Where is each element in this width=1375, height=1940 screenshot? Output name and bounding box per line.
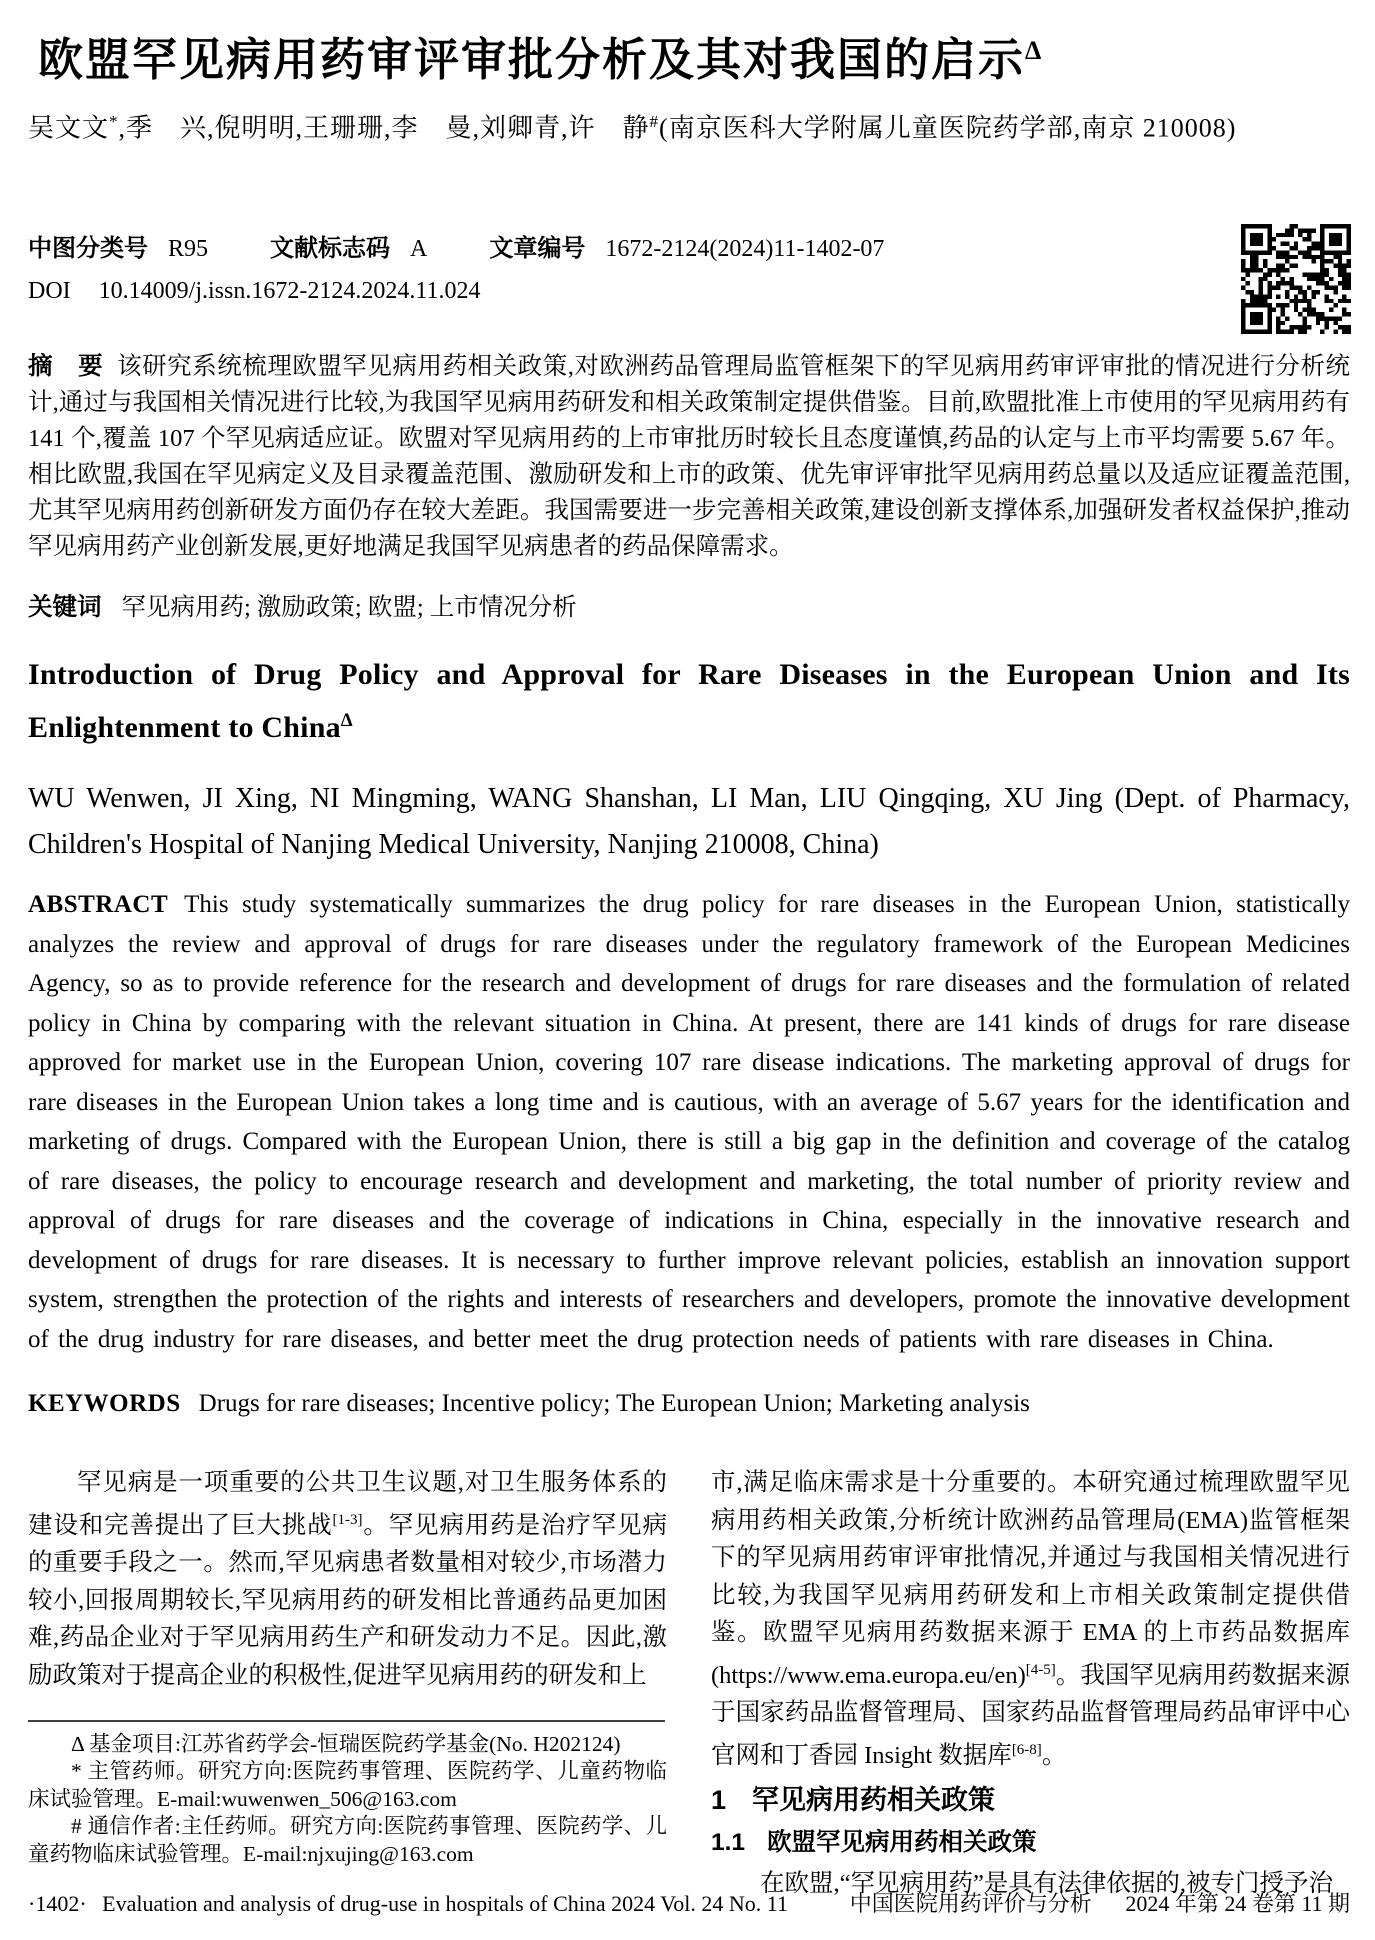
meta-row (28, 228, 1350, 263)
body-columns (28, 1464, 1350, 1897)
keywords-cn-label: 关键词 (28, 594, 102, 622)
authors-cn (28, 102, 1350, 148)
footnote-divider (28, 1720, 665, 1722)
footnote-block (28, 1720, 667, 1869)
paragraph-text: 罕见病是一项重要的公共卫生议题,对卫生服务体系的建设和完善提出了巨大挑战 (28, 1469, 667, 1539)
footer-journal-en: Evaluation and analysis of drug-use in hospitals of China 2024 Vol. 24 No. 11 (102, 1891, 788, 1916)
footnote-first-author: * 主管药师。研究方向:医院药事管理、医院药学、儿童药物临床试验管理。E-mail:wuwenwen_506@163.com (28, 1759, 667, 1811)
title-footnote-marker-en: Δ (340, 710, 353, 732)
body-paragraph-2 (711, 1464, 1350, 1774)
body-paragraph-1 (28, 1464, 667, 1694)
section-heading-1-1 (711, 1824, 1350, 1862)
citation-ref: [6-8] (1011, 1741, 1042, 1758)
article-title-en (28, 652, 1350, 751)
abstract-en-label: ABSTRACT (28, 891, 169, 919)
section-number: 1.1 (711, 1828, 746, 1856)
keywords-cn-text: 罕见病用药; 激励政策; 欧盟; 上市情况分析 (121, 594, 577, 622)
article-id-value: 1672-2124(2024)11-1402-07 (605, 235, 885, 262)
doi-row (28, 278, 1350, 305)
article-id-label: 文章编号 (489, 234, 586, 262)
left-column (28, 1464, 667, 1868)
keywords-en (28, 1384, 1350, 1424)
abstract-en-text: This study systematically summarizes the drug policy for rare diseases in the European Union, statistically analyzes the review and approval of drugs for rare diseases under the regulatory framework of the European Medicines Agency, so as to provide reference for the research and development of drugs for rare diseases and the formulation of related policy in China by comparing with the relevant situation in China. At present, there are 141 kinds of drugs for rare disease approved for market use in the European Union, covering 107 rare disease indications. The marketing approval of drugs for rare diseases in the European Union takes a long time and is cautious, with an average of 5.67 years for the identification and marketing of drugs. Compared with the European Union, there is still a big gap in the definition and coverage of the catalog of rare diseases, the policy to encourage research and development and marketing, the total number of priority review and approval of drugs for rare diseases and the coverage of indications in China, especially in the innovative research and development of drugs for rare diseases. It is necessary to further improve relevant policies, establish an innovation support system, strengthen the protection of the rights and interests of researchers and developers, promote the innovative development of the drug industry for rare diseases, and better meet the drug protection needs of patients with rare diseases in China. (28, 891, 1350, 1353)
author-name: 吴文文 (28, 113, 110, 143)
paragraph-text: 。我国罕见病用药数据来源于国家药品监督管理局、国家药品监督管理局药品审评中心官网和丁香园 Insight 数据库 (711, 1661, 1350, 1770)
citation-ref: [1-3] (332, 1511, 363, 1528)
author-marker-hash: # (649, 112, 660, 132)
keywords-cn (28, 589, 1350, 626)
title-footnote-marker: Δ (1025, 36, 1044, 65)
affiliation-cn: (南京医科大学附属儿童医院药学部,南京 210008) (659, 113, 1237, 143)
abstract-cn-label: 摘 要 (28, 352, 104, 380)
doc-code-value: A (410, 235, 428, 262)
article-title-cn-text: 欧盟罕见病用药审评审批分析及其对我国的启示 (38, 35, 1026, 85)
body-paragraph-3: 在欧盟,“罕见病用药”是具有法律依据的,被专门授予治 (760, 1869, 1333, 1897)
right-column (711, 1464, 1350, 1897)
section-title: 罕见病用药相关政策 (752, 1784, 996, 1815)
doi-value: 10.14009/j.issn.1672-2124.2024.11.024 (98, 277, 481, 304)
page-footer (28, 1887, 1350, 1918)
footer-right (850, 1887, 1350, 1918)
footer-journal-cn: 中国医院用药评价与分析 (849, 1891, 1092, 1916)
paragraph-text: 市,满足临床需求是十分重要的。本研究通过梳理欧盟罕见病用药相关政策,分析统计欧洲药品管理局(EMA)监管框架下的罕见病用药审评审批情况,并通过与我国相关情况进行比较,为我国罕见病用药研发和上市相关政策制定提供借鉴。欧盟罕见病用药数据来源于 EMA 的上市药品数据库(https://www.ema.europa.eu/en) (711, 1469, 1350, 1689)
qr-code (1241, 224, 1351, 334)
citation-ref: [4-5] (1025, 1661, 1056, 1678)
page-number: ·1402· (28, 1891, 87, 1916)
abstract-cn (28, 349, 1350, 565)
section-number: 1 (711, 1784, 727, 1815)
abstract-en (28, 885, 1350, 1359)
footer-left (28, 1891, 788, 1917)
footer-issue-cn: 2024 年第 24 卷第 11 期 (1125, 1891, 1350, 1916)
abstract-cn-text: 该研究系统梳理欧盟罕见病用药相关政策,对欧洲药品管理局监管框架下的罕见病用药审评审批的情况进行分析统计,通过与我国相关情况进行比较,为我国罕见病用药研发和相关政策制定提供借鉴。目前,欧盟批准上市使用的罕见病用药有 141 个,覆盖 107 个罕见病适应证。欧盟对罕见病用药的上市审批历时较长且态度谨慎,药品的认定与上市平均需要 5.67 年。相比欧盟,我国在罕见病定义及目录覆盖范围、激励研发和上市的政策、优先审评审批罕见病用药总量以及适应证覆盖范围,尤其罕见病用药创新研发方面仍存在较大差距。我国需要进一步完善相关政策,建设创新支撑体系,加强研发者权益保护,推动罕见病用药产业创新发展,更好地满足我国罕见病患者的药品保障需求。 (28, 352, 1350, 560)
article-title-en-text: Introduction of Drug Policy and Approval for Rare Diseases in the European Union and Its Enlightenment to China (28, 658, 1350, 745)
article-title-cn (38, 32, 1350, 88)
author-names: ,季 兴,倪明明,王珊珊,李 曼,刘卿青,许 静 (118, 113, 650, 143)
section-heading-1 (711, 1780, 1350, 1820)
footnote-corresponding-author: # 通信作者:主任药师。研究方向:医院药事管理、医院药学、儿童药物临床试验管理。E-mail:njxujing@163.com (28, 1814, 667, 1866)
clc-value: R95 (168, 235, 209, 262)
paragraph-text: 。罕见病用药是治疗罕见病的重要手段之一。然而,罕见病患者数量相对较少,市场潜力较小,回报周期较长,罕见病用药的研发相比普通药品更加困难,药品企业对于罕见病用药生产和研发动力不足。因此,激励政策对于提高企业的积极性,促进罕见病用药的研发和上 (28, 1511, 667, 1689)
footnote-fund: Δ 基金项目:江苏省药学会-恒瑞医院药学基金(No. H202124) (71, 1731, 621, 1756)
doi-label: DOI (28, 277, 71, 304)
keywords-en-label: KEYWORDS (28, 1390, 181, 1418)
paragraph-text: 。 (1041, 1742, 1067, 1770)
doc-code-label: 文献标志码 (270, 234, 391, 262)
clc-label: 中图分类号 (28, 234, 148, 262)
section-title: 欧盟罕见病用药相关政策 (767, 1828, 1037, 1856)
author-marker-asterisk: * (109, 112, 119, 132)
keywords-en-text: Drugs for rare diseases; Incentive policy; The European Union; Marketing analysis (198, 1390, 1030, 1418)
authors-en: WU Wenwen, JI Xing, NI Mingming, WANG Shanshan, LI Man, LIU Qingqing, XU Jing (Dept. of Pharmacy, Children's Hospital of Nanjing Medical University, Nanjing 210008, China) (28, 783, 1350, 861)
